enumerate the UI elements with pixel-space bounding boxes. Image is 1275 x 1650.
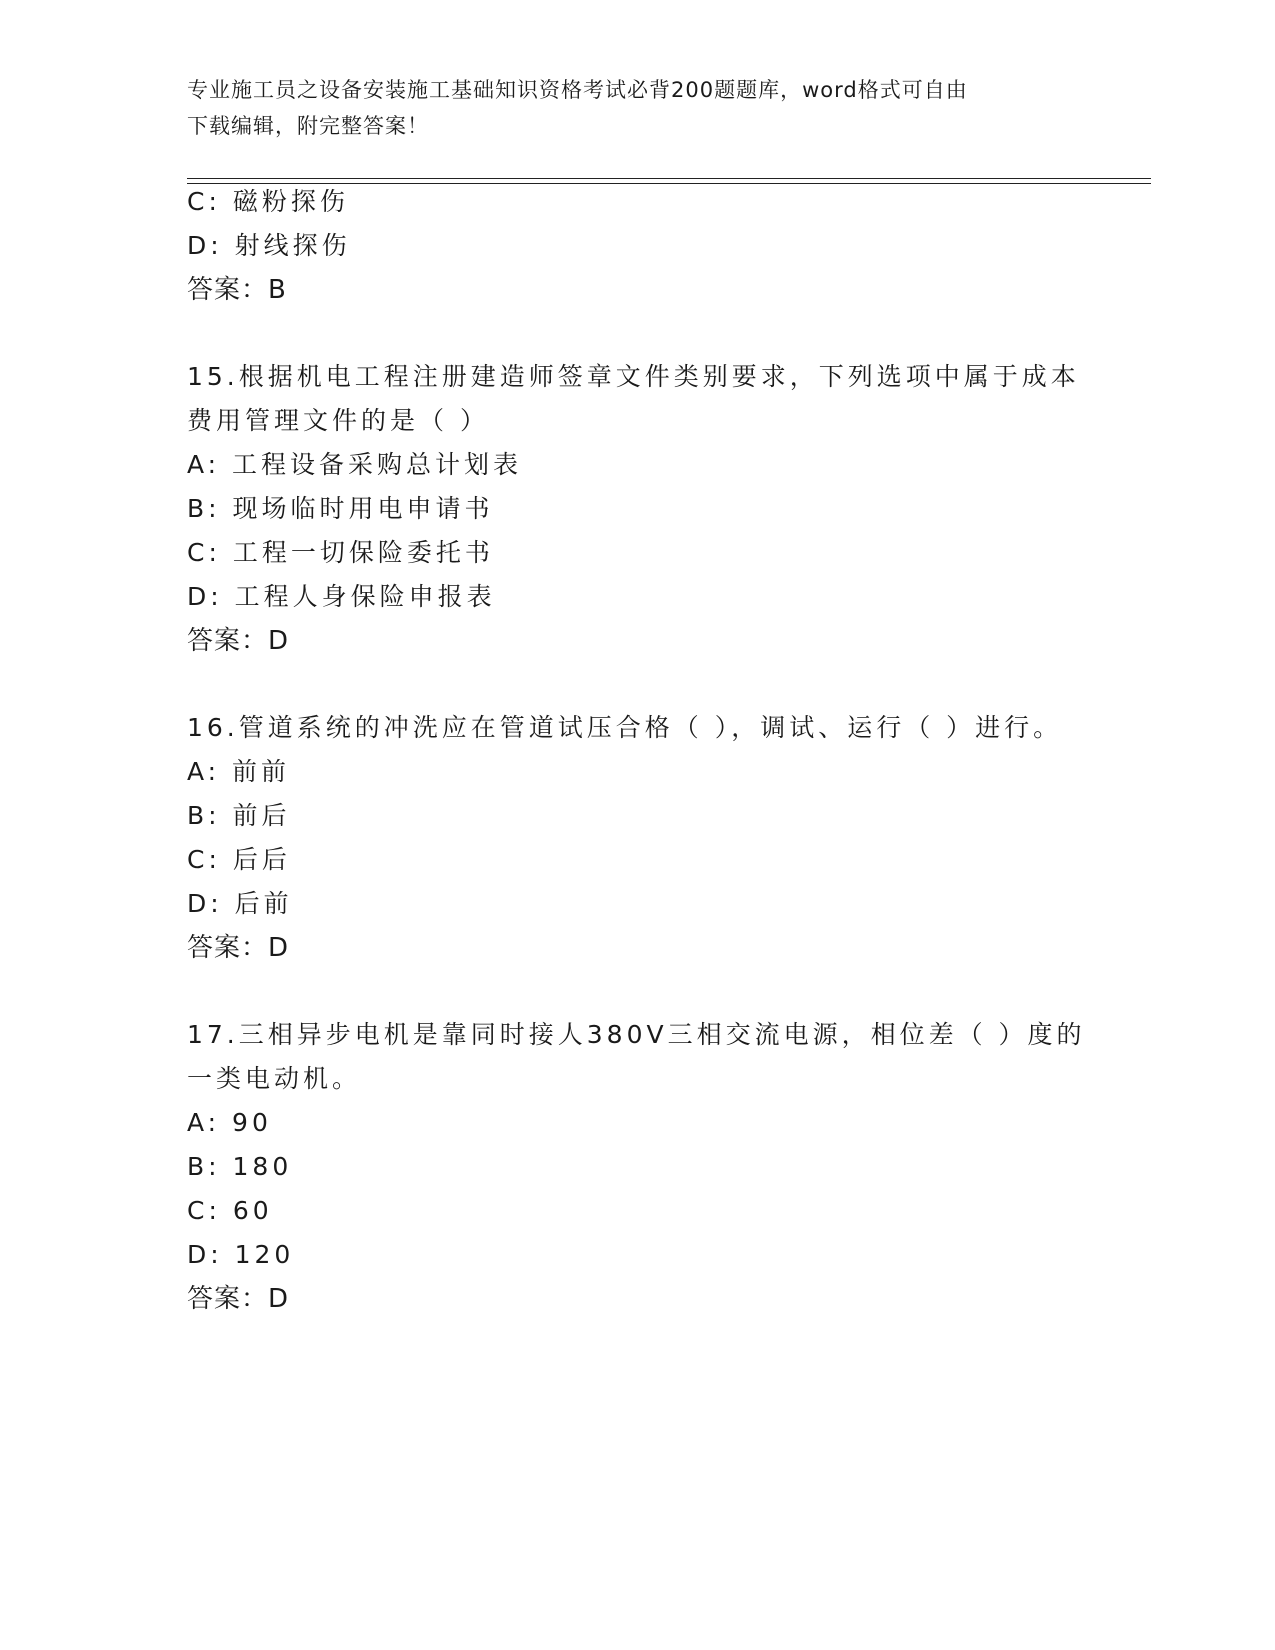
q17-option-c: C: 60 — [187, 1196, 273, 1225]
header-divider-top — [187, 178, 1151, 179]
q17-stem-line-2: 一类电动机。 — [187, 1064, 362, 1093]
q17-answer: 答案：D — [187, 1284, 290, 1314]
q17-option-d: D: 120 — [187, 1240, 295, 1269]
q16-stem-line-1: 16.管道系统的冲洗应在管道试压合格（ ），调试、运行（ ）进行。 — [187, 713, 1063, 742]
q14-answer: 答案：B — [187, 275, 287, 305]
q15-answer: 答案：D — [187, 626, 290, 656]
header-divider-bottom — [187, 183, 1151, 184]
q15-option-b: B: 现场临时用电申请书 — [187, 494, 494, 523]
q17-stem-line-1: 17.三相异步电机是靠同时接人380V三相交流电源，相位差（ ）度的 — [187, 1020, 1086, 1049]
q17-option-b: B: 180 — [187, 1152, 293, 1181]
q14-option-d: D: 射线探伤 — [187, 231, 351, 260]
q15-option-c: C: 工程一切保险委托书 — [187, 538, 494, 567]
q16-answer: 答案：D — [187, 933, 290, 963]
q16-option-b: B: 前后 — [187, 801, 291, 830]
q15-option-d: D: 工程人身保险申报表 — [187, 582, 496, 611]
q14-option-c: C: 磁粉探伤 — [187, 187, 349, 216]
q17-option-a: A: 90 — [187, 1108, 272, 1137]
q15-stem-line-2: 费用管理文件的是（ ） — [187, 406, 489, 435]
document-header — [187, 72, 1067, 144]
header-title-line-2: 下载编辑，附完整答案！ — [187, 114, 429, 138]
header-title-line-1: 专业施工员之设备安装施工基础知识资格考试必背200题题库，word格式可自由 — [187, 78, 968, 102]
q15-stem-line-1: 15.根据机电工程注册建造师签章文件类别要求，下列选项中属于成本 — [187, 362, 1080, 391]
q16-option-d: D: 后前 — [187, 889, 293, 918]
q16-option-a: A: 前前 — [187, 757, 291, 786]
q15-option-a: A: 工程设备采购总计划表 — [187, 450, 523, 479]
q16-option-c: C: 后后 — [187, 845, 291, 874]
